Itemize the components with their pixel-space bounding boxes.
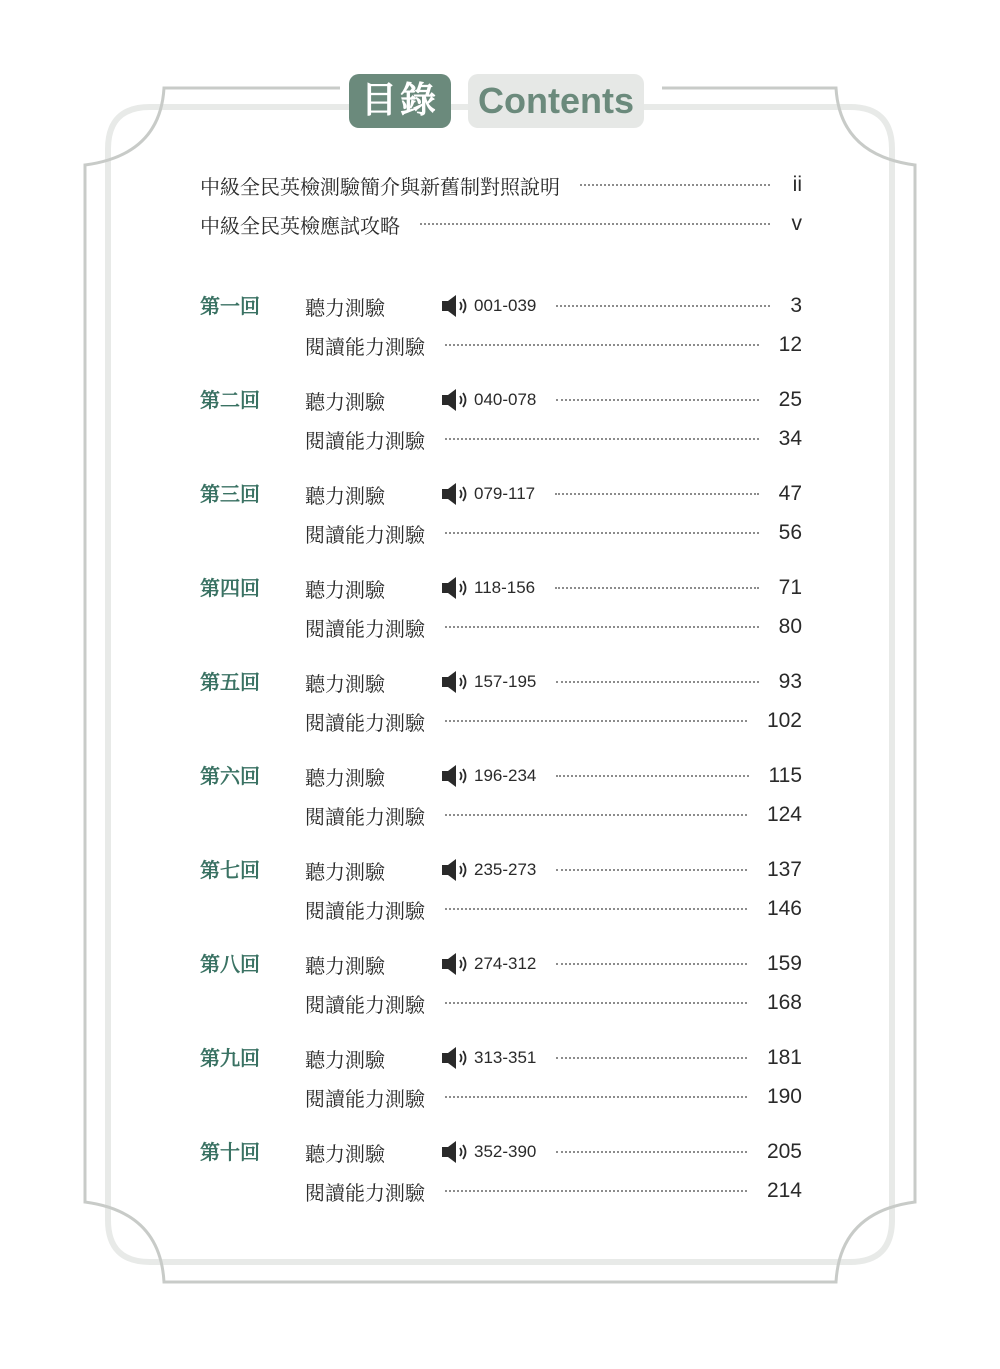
reading-title: 閱讀能力測驗 (305, 522, 425, 547)
audio-tracks (441, 482, 535, 506)
track-range: 079-117 (474, 484, 536, 503)
listening-title: 聽力測驗 (305, 389, 385, 414)
toc-entry-reading[interactable] (305, 329, 802, 361)
toc-entry-listening[interactable] (305, 666, 802, 698)
page-number: 115 (768, 764, 802, 787)
dot-leader (556, 869, 747, 871)
page-number: 190 (766, 1085, 802, 1108)
track-range: 313-351 (474, 1048, 537, 1067)
page-number: 25 (778, 388, 802, 411)
dot-leader (445, 1190, 747, 1192)
listening-title: 聽力測驗 (305, 483, 385, 508)
listening-title: 聽力測驗 (305, 765, 385, 790)
toc-intro-item[interactable] (200, 169, 802, 201)
round-label: 第一回 (200, 294, 260, 318)
toc-entry-listening[interactable] (305, 948, 802, 980)
toc-entry-reading[interactable] (305, 987, 802, 1019)
reading-title: 閱讀能力測驗 (305, 992, 425, 1017)
round-label: 第二回 (200, 388, 260, 412)
listening-title: 聽力測驗 (305, 953, 385, 978)
page-number: 12 (778, 333, 802, 356)
toc-entry-reading[interactable] (305, 611, 802, 643)
toc-entry-listening[interactable] (305, 854, 802, 886)
toc-entry-reading[interactable] (305, 799, 802, 831)
dot-leader (555, 493, 759, 495)
round-label: 第十回 (200, 1140, 260, 1164)
listening-title: 聽力測驗 (305, 295, 385, 320)
toc-entry-listening[interactable] (305, 478, 802, 510)
reading-title: 閱讀能力測驗 (305, 334, 425, 359)
toc-entry-listening[interactable] (305, 760, 802, 792)
reading-title: 閱讀能力測驗 (305, 1086, 425, 1111)
dot-leader (556, 775, 748, 777)
audio-tracks (441, 1140, 536, 1164)
toc-entry-reading[interactable] (305, 423, 802, 455)
reading-title: 閱讀能力測驗 (305, 898, 425, 923)
page-number: 205 (766, 1140, 802, 1163)
round-label: 第九回 (200, 1046, 260, 1070)
track-range: 118-156 (474, 578, 536, 597)
speaker-icon (441, 576, 471, 600)
dot-leader (445, 626, 759, 628)
dot-leader (556, 399, 758, 401)
toc-entry-title: 中級全民英檢應試攻略 (200, 213, 400, 238)
track-range: 157-195 (474, 672, 537, 691)
page-number: 47 (778, 482, 802, 505)
listening-title: 聽力測驗 (305, 1141, 385, 1166)
speaker-icon (441, 388, 471, 412)
reading-title: 閱讀能力測驗 (305, 1180, 425, 1205)
speaker-icon (441, 670, 471, 694)
dot-leader (556, 963, 747, 965)
audio-tracks (441, 952, 536, 976)
page-title (349, 74, 644, 128)
reading-title: 閱讀能力測驗 (305, 804, 425, 829)
speaker-icon (441, 764, 471, 788)
page-number: 71 (778, 576, 802, 599)
round-label: 第六回 (200, 764, 260, 788)
toc-entry-reading[interactable] (305, 1081, 802, 1113)
dot-leader (445, 1096, 747, 1098)
toc-entry-listening[interactable] (305, 290, 802, 322)
toc-entry-reading[interactable] (305, 705, 802, 737)
toc-entry-listening[interactable] (305, 1136, 802, 1168)
round-label: 第七回 (200, 858, 260, 882)
listening-title: 聽力測驗 (305, 577, 385, 602)
audio-tracks (441, 858, 536, 882)
dot-leader (445, 344, 759, 346)
speaker-icon (441, 1140, 471, 1164)
dot-leader (580, 184, 770, 186)
page-number: 159 (766, 952, 802, 975)
round-label: 第四回 (200, 576, 260, 600)
speaker-icon (441, 952, 471, 976)
audio-tracks (441, 576, 535, 600)
page-number: 34 (778, 427, 802, 450)
dot-leader (556, 305, 770, 307)
toc-entry-reading[interactable] (305, 517, 802, 549)
toc-entry-reading[interactable] (305, 1175, 802, 1207)
page-number: 146 (766, 897, 802, 920)
audio-tracks (441, 1046, 536, 1070)
page-number: 181 (766, 1046, 802, 1069)
toc-entry-reading[interactable] (305, 893, 802, 925)
dot-leader (445, 908, 747, 910)
listening-title: 聽力測驗 (305, 859, 385, 884)
track-range: 001-039 (474, 296, 537, 315)
dot-leader (445, 1002, 747, 1004)
dot-leader (556, 681, 758, 683)
dot-leader (445, 438, 759, 440)
track-range: 352-390 (474, 1142, 537, 1161)
toc-entry-title: 中級全民英檢測驗簡介與新舊制對照說明 (200, 174, 560, 199)
reading-title: 閱讀能力測驗 (305, 428, 425, 453)
title-chinese: 目錄 (349, 74, 451, 128)
round-label: 第八回 (200, 952, 260, 976)
page-number: 56 (778, 521, 802, 544)
page-number: 168 (766, 991, 802, 1014)
dot-leader (555, 587, 759, 589)
speaker-icon (441, 482, 471, 506)
track-range: 235-273 (474, 860, 537, 879)
page-number: ii (792, 173, 802, 196)
audio-tracks (441, 388, 536, 412)
audio-tracks (441, 670, 536, 694)
dot-leader (556, 1057, 747, 1059)
reading-title: 閱讀能力測驗 (305, 616, 425, 641)
track-range: 274-312 (474, 954, 537, 973)
track-range: 196-234 (474, 766, 537, 785)
page-number: 137 (766, 858, 802, 881)
toc-intro-item[interactable] (200, 208, 802, 240)
title-english: Contents (468, 74, 644, 128)
speaker-icon (441, 1046, 471, 1070)
page-number: 80 (778, 615, 802, 638)
dot-leader (445, 532, 759, 534)
page-number: 93 (778, 670, 802, 693)
page-number: v (791, 212, 802, 235)
dot-leader (445, 720, 747, 722)
dot-leader (420, 223, 770, 225)
speaker-icon (441, 294, 471, 318)
dot-leader (556, 1151, 747, 1153)
listening-title: 聽力測驗 (305, 1047, 385, 1072)
reading-title: 閱讀能力測驗 (305, 710, 425, 735)
audio-tracks (441, 764, 536, 788)
audio-tracks (441, 294, 536, 318)
speaker-icon (441, 858, 471, 882)
page-number: 3 (790, 294, 802, 317)
toc-entry-listening[interactable] (305, 572, 802, 604)
round-label: 第五回 (200, 670, 260, 694)
toc-entry-listening[interactable] (305, 384, 802, 416)
dot-leader (445, 814, 747, 816)
page-number: 124 (766, 803, 802, 826)
page-number: 214 (766, 1179, 802, 1202)
toc-entry-listening[interactable] (305, 1042, 802, 1074)
page-number: 102 (766, 709, 802, 732)
track-range: 040-078 (474, 390, 537, 409)
listening-title: 聽力測驗 (305, 671, 385, 696)
round-label: 第三回 (200, 482, 260, 506)
